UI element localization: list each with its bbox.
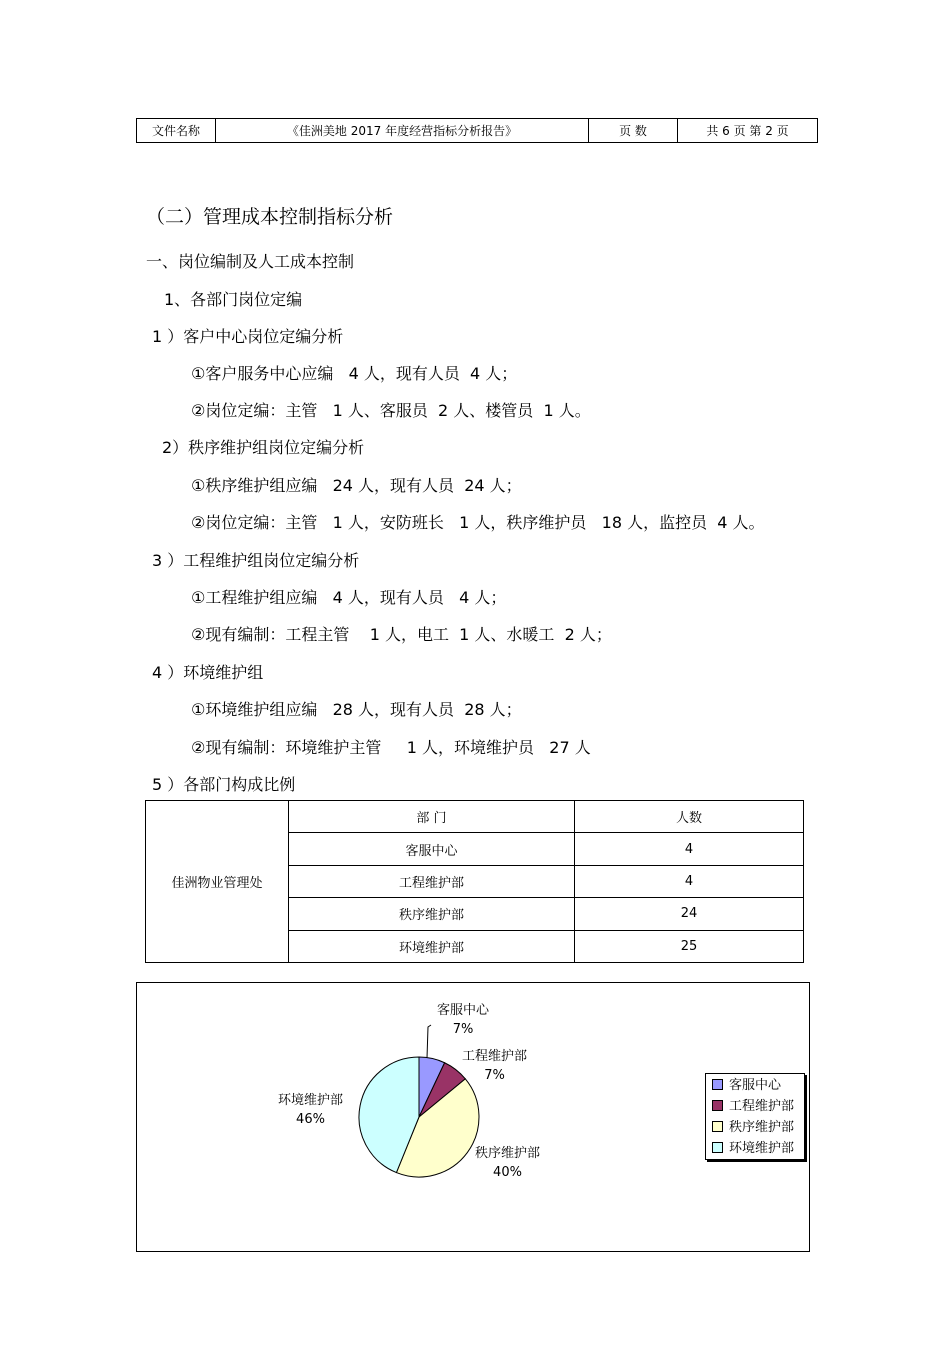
dept-cell: 环境维护部 bbox=[289, 930, 575, 962]
text-line: ②现有编制：环境维护主管 1 人，环境维护员 27 人 bbox=[191, 738, 591, 757]
count-cell: 25 bbox=[575, 930, 804, 962]
slice-category: 环境维护部 bbox=[278, 1093, 344, 1108]
count-cell: 4 bbox=[575, 833, 804, 865]
item-customer-center: 1 ）客户中心岗位定编分析 bbox=[152, 327, 344, 346]
legend-swatch bbox=[712, 1079, 723, 1090]
legend-swatch bbox=[712, 1121, 723, 1132]
legend-label: 环境维护部 bbox=[729, 1141, 795, 1156]
dept-cell: 秩序维护部 bbox=[289, 898, 575, 930]
legend-item bbox=[712, 1077, 781, 1095]
count-column-header: 人数 bbox=[575, 801, 804, 833]
pages-label: 页 数 bbox=[589, 119, 678, 143]
text-line: ①工程维护组应编 4 人，现有人员 4 人； bbox=[191, 588, 507, 607]
legend-swatch bbox=[712, 1142, 723, 1153]
text-line: ①环境维护组应编 28 人，现有人员 28 人； bbox=[191, 700, 522, 719]
item-dept-ratio: 5 ）各部门构成比例 bbox=[152, 775, 296, 794]
subheading-dept-staffing: 1、各部门岗位定编 bbox=[164, 290, 303, 309]
text-line: ①客户服务中心应编 4 人，现有人员 4 人； bbox=[191, 364, 518, 383]
item-environment: 4 ）环境维护组 bbox=[152, 663, 264, 682]
dept-cell: 客服中心 bbox=[289, 833, 575, 865]
file-name-label: 文件名称 bbox=[137, 119, 216, 143]
org-name-cell: 佳洲物业管理处 bbox=[146, 801, 289, 963]
item-order-maintenance: 2）秩序维护组岗位定编分析 bbox=[162, 438, 365, 457]
slice-category: 客服中心 bbox=[437, 1003, 490, 1018]
text-line: ②现有编制：工程主管 1 人，电工 1 人、水暖工 2 人； bbox=[191, 625, 612, 644]
section-title: （二）管理成本控制指标分析 bbox=[146, 206, 394, 228]
chart-legend bbox=[705, 1073, 805, 1160]
text-line: ②岗位定编：主管 1 人，安防班长 1 人，秩序维护员 18 人，监控员 4 人。 bbox=[191, 513, 765, 532]
slice-category: 工程维护部 bbox=[462, 1049, 528, 1064]
slice-percent: 40% bbox=[493, 1165, 522, 1180]
legend-label: 客服中心 bbox=[729, 1078, 782, 1093]
file-name-value: 《佳洲美地 2017 年度经营指标分析报告》 bbox=[216, 119, 589, 143]
legend-swatch bbox=[712, 1100, 723, 1111]
count-cell: 4 bbox=[575, 865, 804, 897]
legend-item bbox=[712, 1119, 794, 1137]
slice-category: 秩序维护部 bbox=[475, 1146, 541, 1161]
pages-value: 共 6 页 第 2 页 bbox=[678, 119, 818, 143]
text-line: ①秩序维护组应编 24 人，现有人员 24 人； bbox=[191, 476, 522, 495]
legend-label: 工程维护部 bbox=[729, 1099, 795, 1114]
legend-label: 秩序维护部 bbox=[729, 1120, 795, 1135]
slice-label-3 bbox=[278, 1091, 343, 1129]
heading-post-staffing: 一、岗位编制及人工成本控制 bbox=[146, 252, 355, 271]
text-line: ②岗位定编：主管 1 人、客服员 2 人、楼管员 1 人。 bbox=[191, 401, 591, 420]
item-engineering: 3 ）工程维护组岗位定编分析 bbox=[152, 551, 360, 570]
legend-item bbox=[712, 1140, 794, 1158]
dept-column-header: 部 门 bbox=[289, 801, 575, 833]
count-cell: 24 bbox=[575, 898, 804, 930]
slice-label-1 bbox=[462, 1047, 527, 1085]
legend-item bbox=[712, 1098, 794, 1116]
slice-label-0 bbox=[437, 1001, 489, 1039]
slice-percent: 7% bbox=[484, 1068, 505, 1083]
slice-label-2 bbox=[475, 1144, 540, 1182]
slice-percent: 7% bbox=[452, 1022, 474, 1037]
slice-percent: 46% bbox=[296, 1112, 325, 1127]
dept-cell: 工程维护部 bbox=[289, 865, 575, 897]
leader-line bbox=[427, 1025, 431, 1058]
